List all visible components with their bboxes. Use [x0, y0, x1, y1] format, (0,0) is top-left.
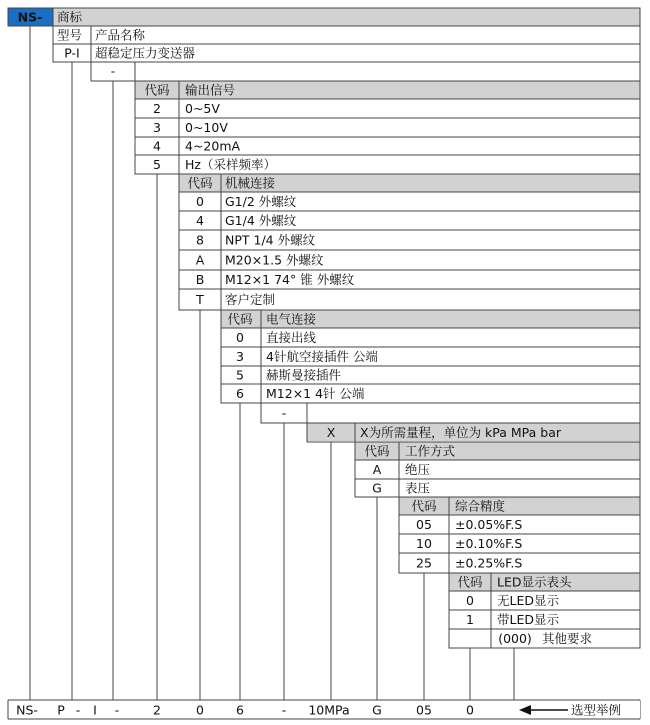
led-row-desc: 带LED显示: [497, 612, 559, 627]
electrical-title: 电气连接: [266, 311, 317, 327]
accuracy-row-code: 10: [416, 536, 432, 551]
output-row-code: 2: [153, 101, 161, 116]
output-code-header: 代码: [144, 82, 170, 98]
example-part: 10MPa: [308, 702, 350, 718]
example-part: G: [372, 702, 382, 718]
led-code-header: 代码: [457, 574, 483, 590]
example-part: I: [93, 702, 97, 718]
example-part: 0: [466, 702, 474, 718]
mechanical-row-code: T: [196, 292, 204, 307]
mechanical-row-code: 8: [196, 232, 204, 248]
mechanical-row-desc: 客户定制: [225, 292, 276, 307]
product-name-label: 产品名称: [95, 27, 146, 43]
example-row: [9, 701, 640, 718]
led-row-desc: 无LED显示: [497, 593, 559, 608]
accuracy-title: 综合精度: [455, 498, 506, 514]
work-mode-code-header: 代码: [364, 443, 390, 459]
example-part: 6: [236, 702, 244, 718]
work-mode-title: 工作方式: [405, 443, 456, 459]
example-part: P: [57, 702, 65, 718]
mechanical-title: 机械连接: [225, 175, 276, 191]
mechanical-row-code: 4: [196, 213, 204, 228]
mechanical-row-desc: G1/2 外螺纹: [225, 194, 297, 209]
led-row-code: 1: [466, 612, 474, 627]
mechanical-row-code: B: [195, 272, 205, 287]
led-title: LED显示表头: [497, 574, 572, 590]
example-part: 05: [416, 702, 432, 718]
accuracy-code-header: 代码: [411, 498, 437, 514]
model-label: 型号: [57, 27, 83, 43]
accuracy-row-code: 25: [416, 555, 432, 571]
example-part: -: [75, 702, 81, 718]
output-row-code: 5: [153, 157, 161, 172]
example-label: 选型举例: [571, 702, 622, 718]
output-row-desc: 0~10V: [185, 120, 228, 135]
output-row-desc: 4~20mA: [185, 138, 241, 154]
work-mode-row-code: A: [372, 462, 382, 477]
led-row-desc: 其他要求: [542, 631, 593, 646]
electrical-row-desc: M12×1 4针 公端: [266, 386, 365, 401]
prefix-label: NS-: [17, 9, 43, 25]
model-code: P-I: [64, 45, 80, 61]
separator-dash-1: -: [110, 63, 116, 79]
header-shading: [53, 8, 640, 591]
range-desc: X为所需量程，单位为 kPa MPa bar: [360, 425, 562, 440]
work-mode-row-desc: 绝压: [405, 462, 431, 477]
mechanical-code-header: 代码: [187, 175, 213, 191]
output-signal-title: 输出信号: [185, 82, 236, 98]
electrical-row-desc: 直接出线: [266, 330, 317, 345]
output-row-desc: 0~5V: [185, 101, 220, 116]
accuracy-row-desc: ±0.05%F.S: [455, 517, 523, 532]
electrical-row-desc: 4针航空接插件 公端: [266, 349, 378, 364]
accuracy-row-code: 05: [416, 517, 432, 532]
output-row-code: 4: [153, 138, 161, 154]
mechanical-row-code: 0: [196, 194, 204, 209]
work-mode-row-desc: 表压: [405, 480, 431, 496]
example-part: -: [114, 702, 120, 718]
mechanical-row-desc: G1/4 外螺纹: [225, 213, 297, 228]
mechanical-row-desc: M20×1.5 外螺纹: [225, 252, 324, 268]
electrical-row-code: 6: [236, 386, 244, 401]
mechanical-row-desc: NPT 1/4 外螺纹: [225, 232, 316, 248]
electrical-row-code: 5: [236, 367, 244, 383]
separator-dash-2: -: [281, 405, 287, 421]
electrical-row-desc: 赫斯曼接插件: [266, 367, 342, 383]
mechanical-row-desc: M12×1 74° 锥 外螺纹: [225, 272, 355, 287]
product-name: 超稳定压力变送器: [95, 45, 196, 61]
example-part: 0: [196, 702, 204, 718]
example-part: -: [281, 702, 287, 718]
accuracy-row-desc: ±0.25%F.S: [455, 555, 523, 571]
trademark-label: 商标: [57, 9, 83, 25]
led-row-code: 0: [466, 593, 474, 608]
electrical-code-header: 代码: [227, 311, 253, 327]
output-row-code: 3: [153, 120, 161, 135]
electrical-row-code: 3: [236, 349, 244, 364]
electrical-row-code: 0: [236, 330, 244, 345]
led-row-code: (000): [498, 631, 532, 646]
work-mode-row-code: G: [372, 480, 382, 496]
range-code: X: [326, 425, 336, 440]
example-part: NS-: [16, 702, 38, 718]
mechanical-row-code: A: [195, 252, 205, 268]
example-part: 2: [153, 702, 161, 718]
accuracy-row-desc: ±0.10%F.S: [455, 536, 523, 551]
output-row-desc: Hz（采样频率）: [185, 157, 276, 172]
